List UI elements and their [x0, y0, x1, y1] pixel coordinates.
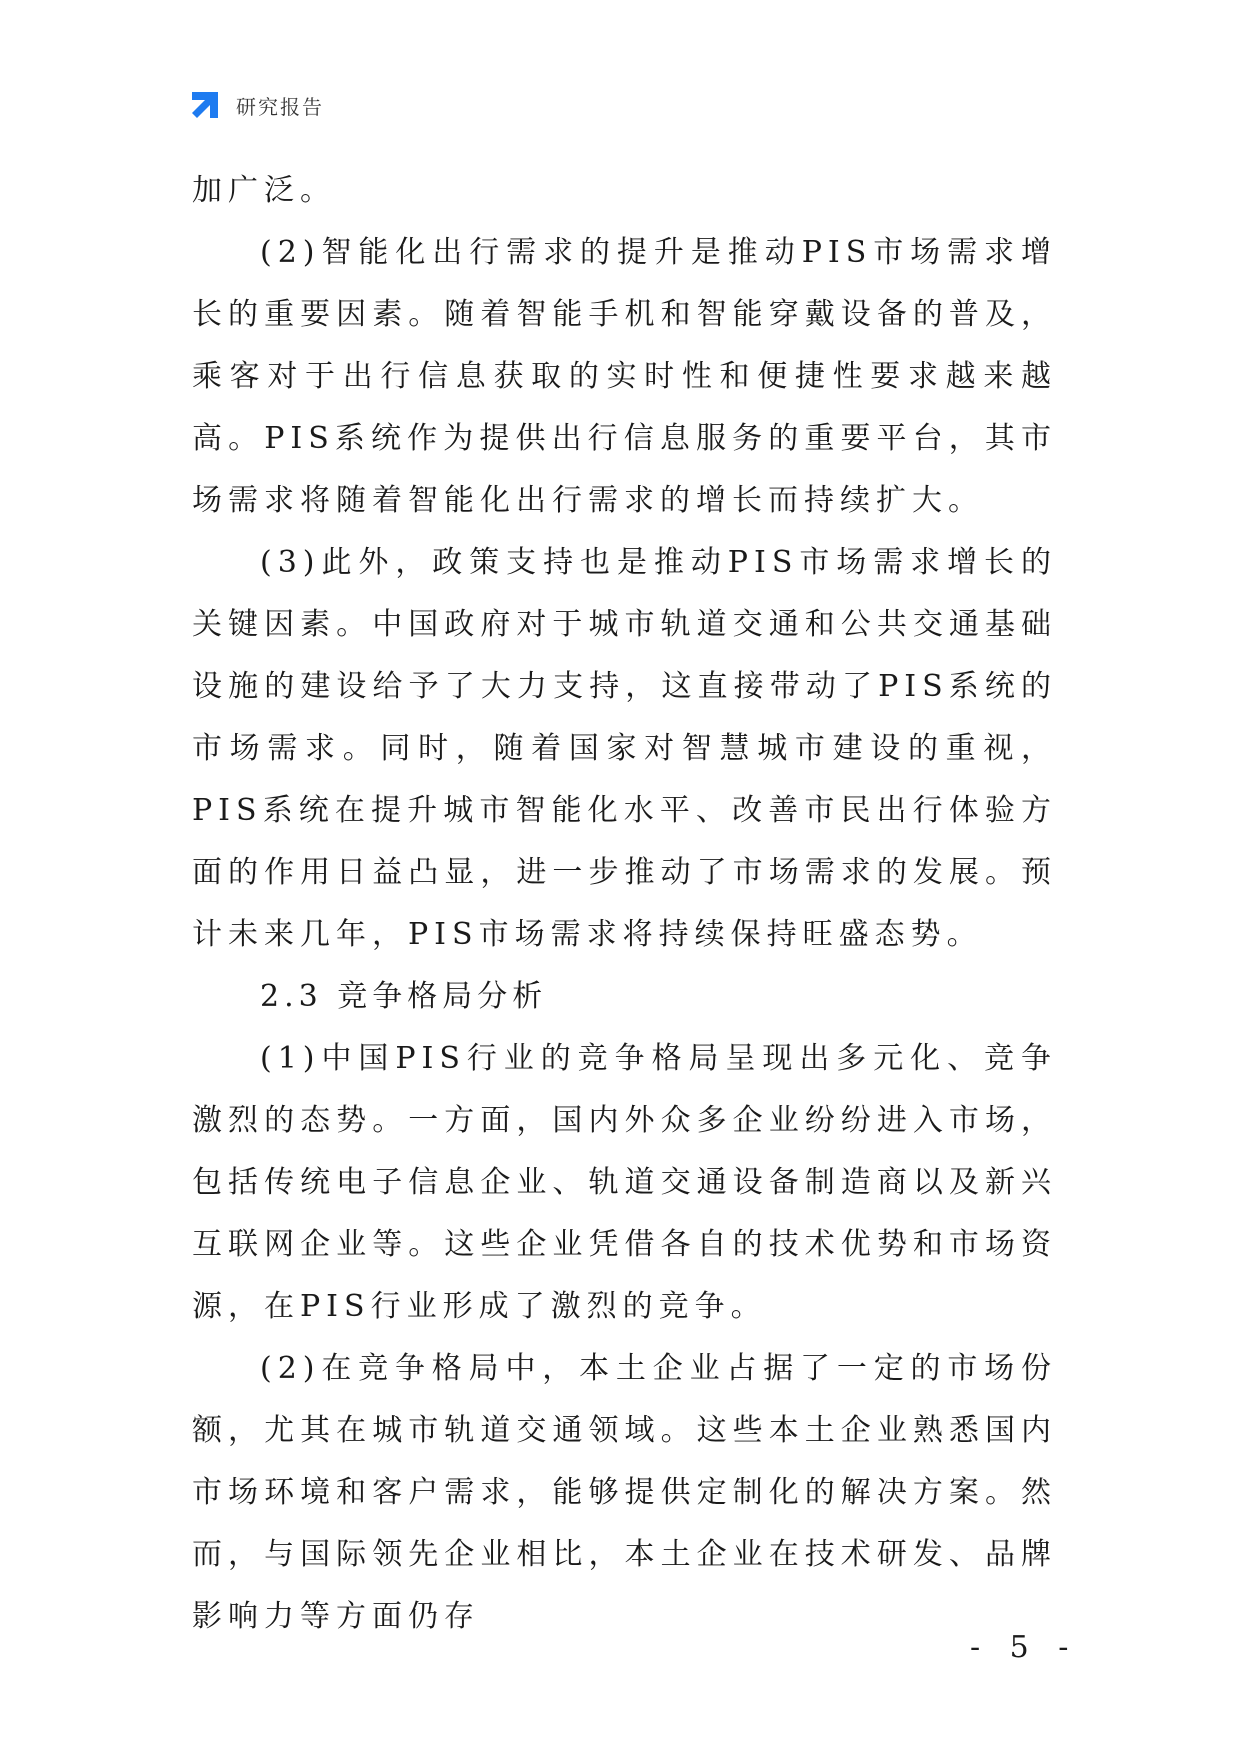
page-number: - 5 -: [970, 1630, 1079, 1665]
page-header: [188, 88, 324, 122]
paragraph-smart-travel-demand: (2)智能化出行需求的提升是推动PIS市场需求增长的重要因素。随着智能手机和智能穿戴设备的普及，乘客对于出行信息获取的实时性和便捷性要求越来越高。PIS系统作为提供出行信息服务的重要平台，其市场需求将随着智能化出行需求的增长而持续扩大。: [192, 235, 1057, 518]
paragraph-continuation: 加广泛。: [192, 173, 336, 208]
arrow-up-right-logo-icon: [188, 88, 222, 122]
paragraph-competition-landscape: (1)中国PIS行业的竞争格局呈现出多元化、竞争激烈的态势。一方面，国内外众多企业纷纷进入市场，包括传统电子信息企业、轨道交通设备制造商以及新兴互联网企业等。这些企业凭借各自的技术优势和市场资源，在PIS行业形成了激烈的竞争。: [192, 1041, 1057, 1324]
header-title: 研究报告: [236, 94, 324, 119]
paragraph-local-enterprises: (2)在竞争格局中，本土企业占据了一定的市场份额，尤其在城市轨道交通领域。这些本土企业熟悉国内市场环境和客户需求，能够提供定制化的解决方案。然而，与国际领先企业相比，本土企业在技术研发、品牌影响力等方面仍存: [192, 1351, 1057, 1634]
section-heading: 2.3 竞争格局分析: [260, 979, 548, 1014]
document-body: [192, 160, 1057, 1648]
paragraph-policy-support: (3)此外，政策支持也是推动PIS市场需求增长的关键因素。中国政府对于城市轨道交通和公共交通基础设施的建设给予了大力支持，这直接带动了PIS系统的市场需求。同时，随着国家对智慧城市建设的重视，PIS系统在提升城市智能化水平、改善市民出行体验方面的作用日益凸显，进一步推动了市场需求的发展。预计未来几年，PIS市场需求将持续保持旺盛态势。: [192, 545, 1057, 952]
